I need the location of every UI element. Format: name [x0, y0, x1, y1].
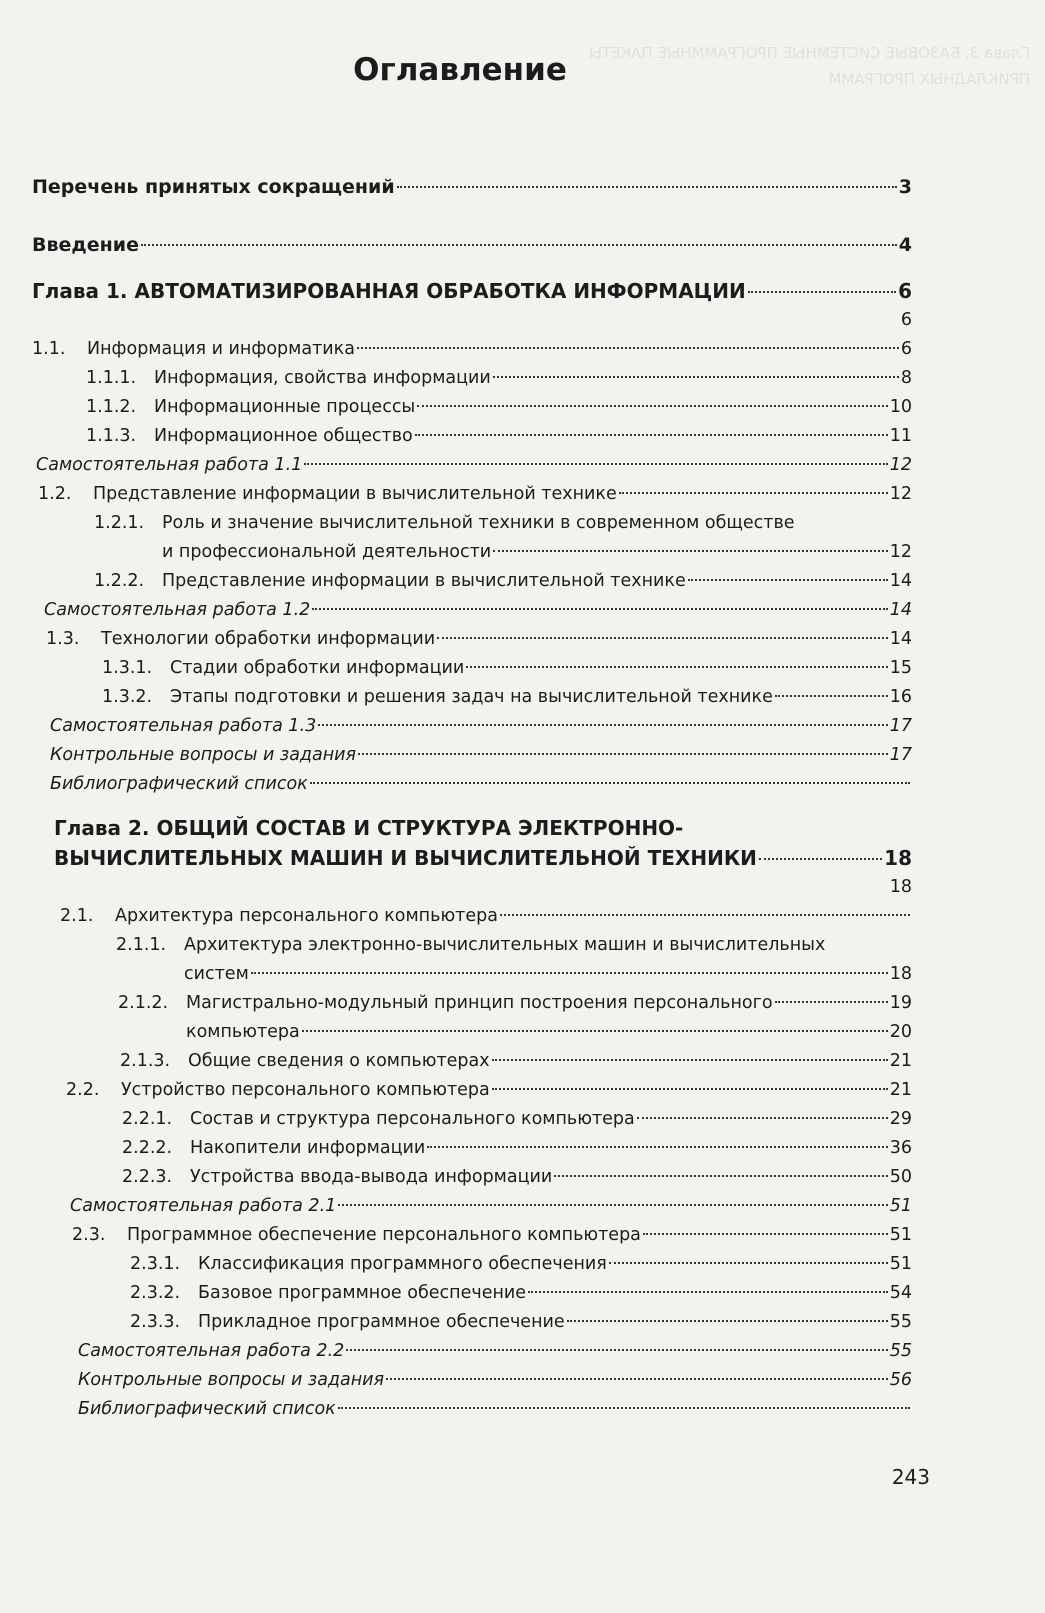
toc-number: 2.3.1. [130, 1254, 181, 1274]
toc-entry-text: Программное обеспечение персонального компьютера [127, 1225, 641, 1245]
toc-page-number: 18 [884, 846, 912, 870]
toc-number: 2.2.1. [122, 1109, 173, 1129]
toc-entry-text: Перечень принятых сокращений [32, 176, 395, 198]
toc-page-number: 50 [889, 1167, 912, 1187]
dot-leader [493, 550, 888, 552]
dot-leader [338, 1204, 887, 1206]
toc-entry-text: Устройство персонального компьютера [121, 1080, 490, 1100]
toc-page-number: 12 [889, 484, 912, 504]
toc-entry-text: Самостоятельная работа 2.2 [78, 1341, 345, 1361]
toc-row [32, 1163, 912, 1192]
dot-leader [357, 347, 899, 349]
toc-entry-text: Контрольные вопросы и задания [50, 745, 357, 765]
toc-number: 2.2. [66, 1080, 100, 1100]
toc-row [32, 451, 912, 480]
table-of-contents [32, 172, 912, 1424]
toc-page-number: 3 [898, 176, 912, 198]
toc-row [32, 1018, 912, 1047]
toc-entry-text: Прикладное программное обеспечение [198, 1312, 565, 1332]
toc-page-number: 18 [889, 877, 912, 897]
dot-leader [775, 695, 888, 697]
toc-entry-text: ВЫЧИСЛИТЕЛЬНЫХ МАШИН И ВЫЧИСЛИТЕЛЬНОЙ ТЕХНИКИ [54, 846, 757, 870]
toc-row [32, 1134, 912, 1163]
page-number: 243 [891, 1465, 930, 1489]
dot-leader [528, 1291, 888, 1293]
dot-leader [358, 753, 888, 755]
toc-number: 2.1.3. [120, 1051, 171, 1071]
toc-entry-text: Роль и значение вычислительной техники в современном обществе [162, 513, 795, 533]
dot-leader [500, 914, 910, 916]
toc-row [32, 813, 912, 843]
toc-row [32, 683, 912, 712]
toc-entry-text: Библиографический список [78, 1399, 336, 1419]
toc-number: 1.1.1. [86, 368, 137, 388]
toc-number: 2.2.3. [122, 1167, 173, 1187]
toc-number: 1.1.3. [86, 426, 137, 446]
dot-leader [688, 579, 888, 581]
toc-page-number: 11 [889, 426, 912, 446]
dot-leader [251, 972, 888, 974]
toc-entry-text: Самостоятельная работа 1.3 [50, 716, 317, 736]
toc-row [32, 509, 912, 538]
toc-number: 2.1. [60, 906, 94, 926]
toc-entry-text: Накопители информации [190, 1138, 426, 1158]
toc-page-number: 10 [889, 397, 912, 417]
toc-number: 1.3.2. [102, 687, 153, 707]
toc-page-number: 17 [889, 745, 912, 765]
toc-row [32, 1279, 912, 1308]
toc-number: 2.3.3. [130, 1312, 181, 1332]
toc-row [32, 902, 912, 931]
toc-page-number: 55 [889, 1341, 912, 1361]
page-title: Оглавление [353, 52, 567, 88]
toc-row [32, 1337, 912, 1366]
toc-row [32, 538, 912, 567]
toc-entry-text: Глава 2. ОБЩИЙ СОСТАВ И СТРУКТУРА ЭЛЕКТРОННО- [54, 816, 684, 840]
toc-entry-text: Библиографический список [50, 774, 308, 794]
toc-entry-text: и профессиональной деятельности [162, 542, 492, 562]
toc-entry-text: компьютера [186, 1022, 300, 1042]
toc-row [32, 393, 912, 422]
toc-number: 2.3.2. [130, 1283, 181, 1303]
toc-row [32, 306, 912, 335]
toc-entry-text: Стадии обработки информации [170, 658, 465, 678]
toc-page-number: 56 [889, 1370, 912, 1390]
toc-entry-text: Состав и структура персонального компьютера [190, 1109, 635, 1129]
dot-leader [637, 1117, 888, 1119]
dot-leader [312, 608, 887, 610]
dot-leader [417, 405, 887, 407]
toc-page-number: 6 [900, 310, 912, 330]
toc-number: 1.3.1. [102, 658, 153, 678]
toc-number: 2.3. [72, 1225, 106, 1245]
toc-row [32, 989, 912, 1018]
toc-number: 1.1. [32, 339, 66, 359]
toc-number: 2.2.2. [122, 1138, 173, 1158]
toc-row [32, 1366, 912, 1395]
toc-row [32, 1047, 912, 1076]
toc-page-number: 14 [889, 629, 912, 649]
toc-page-number: 8 [900, 368, 912, 388]
dot-leader [643, 1233, 888, 1235]
toc-entry-text: Технологии обработки информации [101, 629, 436, 649]
toc-row [32, 1308, 912, 1337]
toc-page-number: 12 [889, 542, 912, 562]
toc-row [32, 843, 912, 873]
toc-page-number: 20 [889, 1022, 912, 1042]
dot-leader [466, 666, 887, 668]
toc-entry-text: Базовое программное обеспечение [198, 1283, 527, 1303]
toc-row [32, 1395, 912, 1424]
toc-page-number: 55 [889, 1312, 912, 1332]
toc-page-number: 18 [889, 964, 912, 984]
toc-number: 1.2.1. [94, 513, 145, 533]
toc-entry-text: Контрольные вопросы и задания [78, 1370, 385, 1390]
toc-row [32, 567, 912, 596]
toc-entry-text: Устройства ввода-вывода информации [190, 1167, 553, 1187]
dot-leader [304, 463, 887, 465]
dot-leader [492, 1088, 888, 1090]
toc-number: 1.2. [38, 484, 72, 504]
toc-entry-text: Архитектура персонального компьютера [115, 906, 498, 926]
toc-entry-text: Самостоятельная работа 2.1 [70, 1196, 337, 1216]
toc-number: 1.2.2. [94, 571, 145, 591]
toc-entry-text: Представление информации в вычислительной технике [162, 571, 686, 591]
toc-number: 2.1.2. [118, 993, 169, 1013]
toc-entry-text: Представление информации в вычислительной технике [93, 484, 617, 504]
dot-leader [759, 858, 882, 860]
toc-row [32, 960, 912, 989]
dot-leader [346, 1349, 887, 1351]
toc-entry-text: систем [184, 964, 249, 984]
toc-entry-text: Общие сведения о компьютерах [188, 1051, 490, 1071]
toc-page-number: 21 [889, 1080, 912, 1100]
toc-entry-text: Классификация программного обеспечения [198, 1254, 607, 1274]
toc-row [32, 1105, 912, 1134]
toc-page-number: 12 [889, 455, 912, 475]
toc-entry-text: Информационное общество [154, 426, 413, 446]
dot-leader [554, 1175, 887, 1177]
toc-page-number: 36 [889, 1138, 912, 1158]
dot-leader [427, 1146, 887, 1148]
dot-leader [386, 1378, 888, 1380]
toc-page-number: 4 [898, 234, 912, 256]
toc-entry-text: Глава 1. АВТОМАТИЗИРОВАННАЯ ОБРАБОТКА ИНФОРМАЦИИ [32, 279, 746, 303]
toc-row [32, 422, 912, 451]
dot-leader [493, 376, 899, 378]
toc-page-number: 14 [889, 571, 912, 591]
dot-leader [141, 244, 897, 246]
toc-entry-text: Информация, свойства информации [154, 368, 491, 388]
toc-page-number: 19 [889, 993, 912, 1013]
toc-entry-text: Введение [32, 234, 139, 256]
toc-row [32, 873, 912, 902]
toc-page-number: 54 [889, 1283, 912, 1303]
dot-leader [748, 291, 896, 293]
dot-leader [492, 1059, 888, 1061]
dot-leader [310, 782, 910, 784]
dot-leader [437, 637, 888, 639]
dot-leader [302, 1030, 888, 1032]
toc-row [32, 230, 912, 260]
toc-row [32, 1192, 912, 1221]
toc-page-number: 6 [898, 279, 912, 303]
toc-row [32, 364, 912, 393]
toc-row [32, 1221, 912, 1250]
toc-entry-text: Информация и информатика [87, 339, 355, 359]
dot-leader [338, 1407, 910, 1409]
toc-number: 2.1.1. [116, 935, 167, 955]
toc-number: 1.3. [46, 629, 80, 649]
toc-entry-text: Самостоятельная работа 1.2 [44, 600, 311, 620]
toc-row [32, 741, 912, 770]
dot-leader [397, 186, 897, 188]
toc-entry-text: Архитектура электронно-вычислительных машин и вычислительных [184, 935, 826, 955]
toc-page-number: 6 [900, 339, 912, 359]
toc-row [32, 596, 912, 625]
toc-row [32, 1076, 912, 1105]
dot-leader [609, 1262, 888, 1264]
dot-leader [619, 492, 888, 494]
toc-row [32, 1250, 912, 1279]
dot-leader [415, 434, 888, 436]
toc-entry-text: Самостоятельная работа 1.1 [36, 455, 303, 475]
toc-page-number: 17 [889, 716, 912, 736]
toc-entry-text: Магистрально-модульный принцип построения персонального [186, 993, 773, 1013]
toc-page-number: 51 [889, 1225, 912, 1245]
toc-page-number: 15 [889, 658, 912, 678]
toc-row [32, 335, 912, 364]
dot-leader [567, 1320, 888, 1322]
toc-row [32, 480, 912, 509]
toc-page-number: 14 [889, 600, 912, 620]
toc-number: 1.1.2. [86, 397, 137, 417]
toc-row [32, 625, 912, 654]
toc-row [32, 931, 912, 960]
toc-row [32, 276, 912, 306]
dot-leader [318, 724, 887, 726]
toc-page-number: 29 [889, 1109, 912, 1129]
toc-entry-text: Этапы подготовки и решения задач на вычислительной технике [170, 687, 773, 707]
toc-row [32, 654, 912, 683]
toc-page-number: 51 [889, 1254, 912, 1274]
bleed-through-text: Глава 3. БАЗОВЫЕ СИСТЕМНЫЕ ПРОГРАММНЫЕ ПАКЕТЫ ПРИКЛАДНЫХ ПРОГРАММ [588, 44, 1030, 88]
toc-row [32, 770, 912, 799]
toc-row [32, 712, 912, 741]
dot-leader [775, 1001, 888, 1003]
toc-page-number: 16 [889, 687, 912, 707]
toc-row [32, 172, 912, 202]
toc-entry-text: Информационные процессы [154, 397, 416, 417]
toc-page-number: 21 [889, 1051, 912, 1071]
toc-page-number: 51 [889, 1196, 912, 1216]
